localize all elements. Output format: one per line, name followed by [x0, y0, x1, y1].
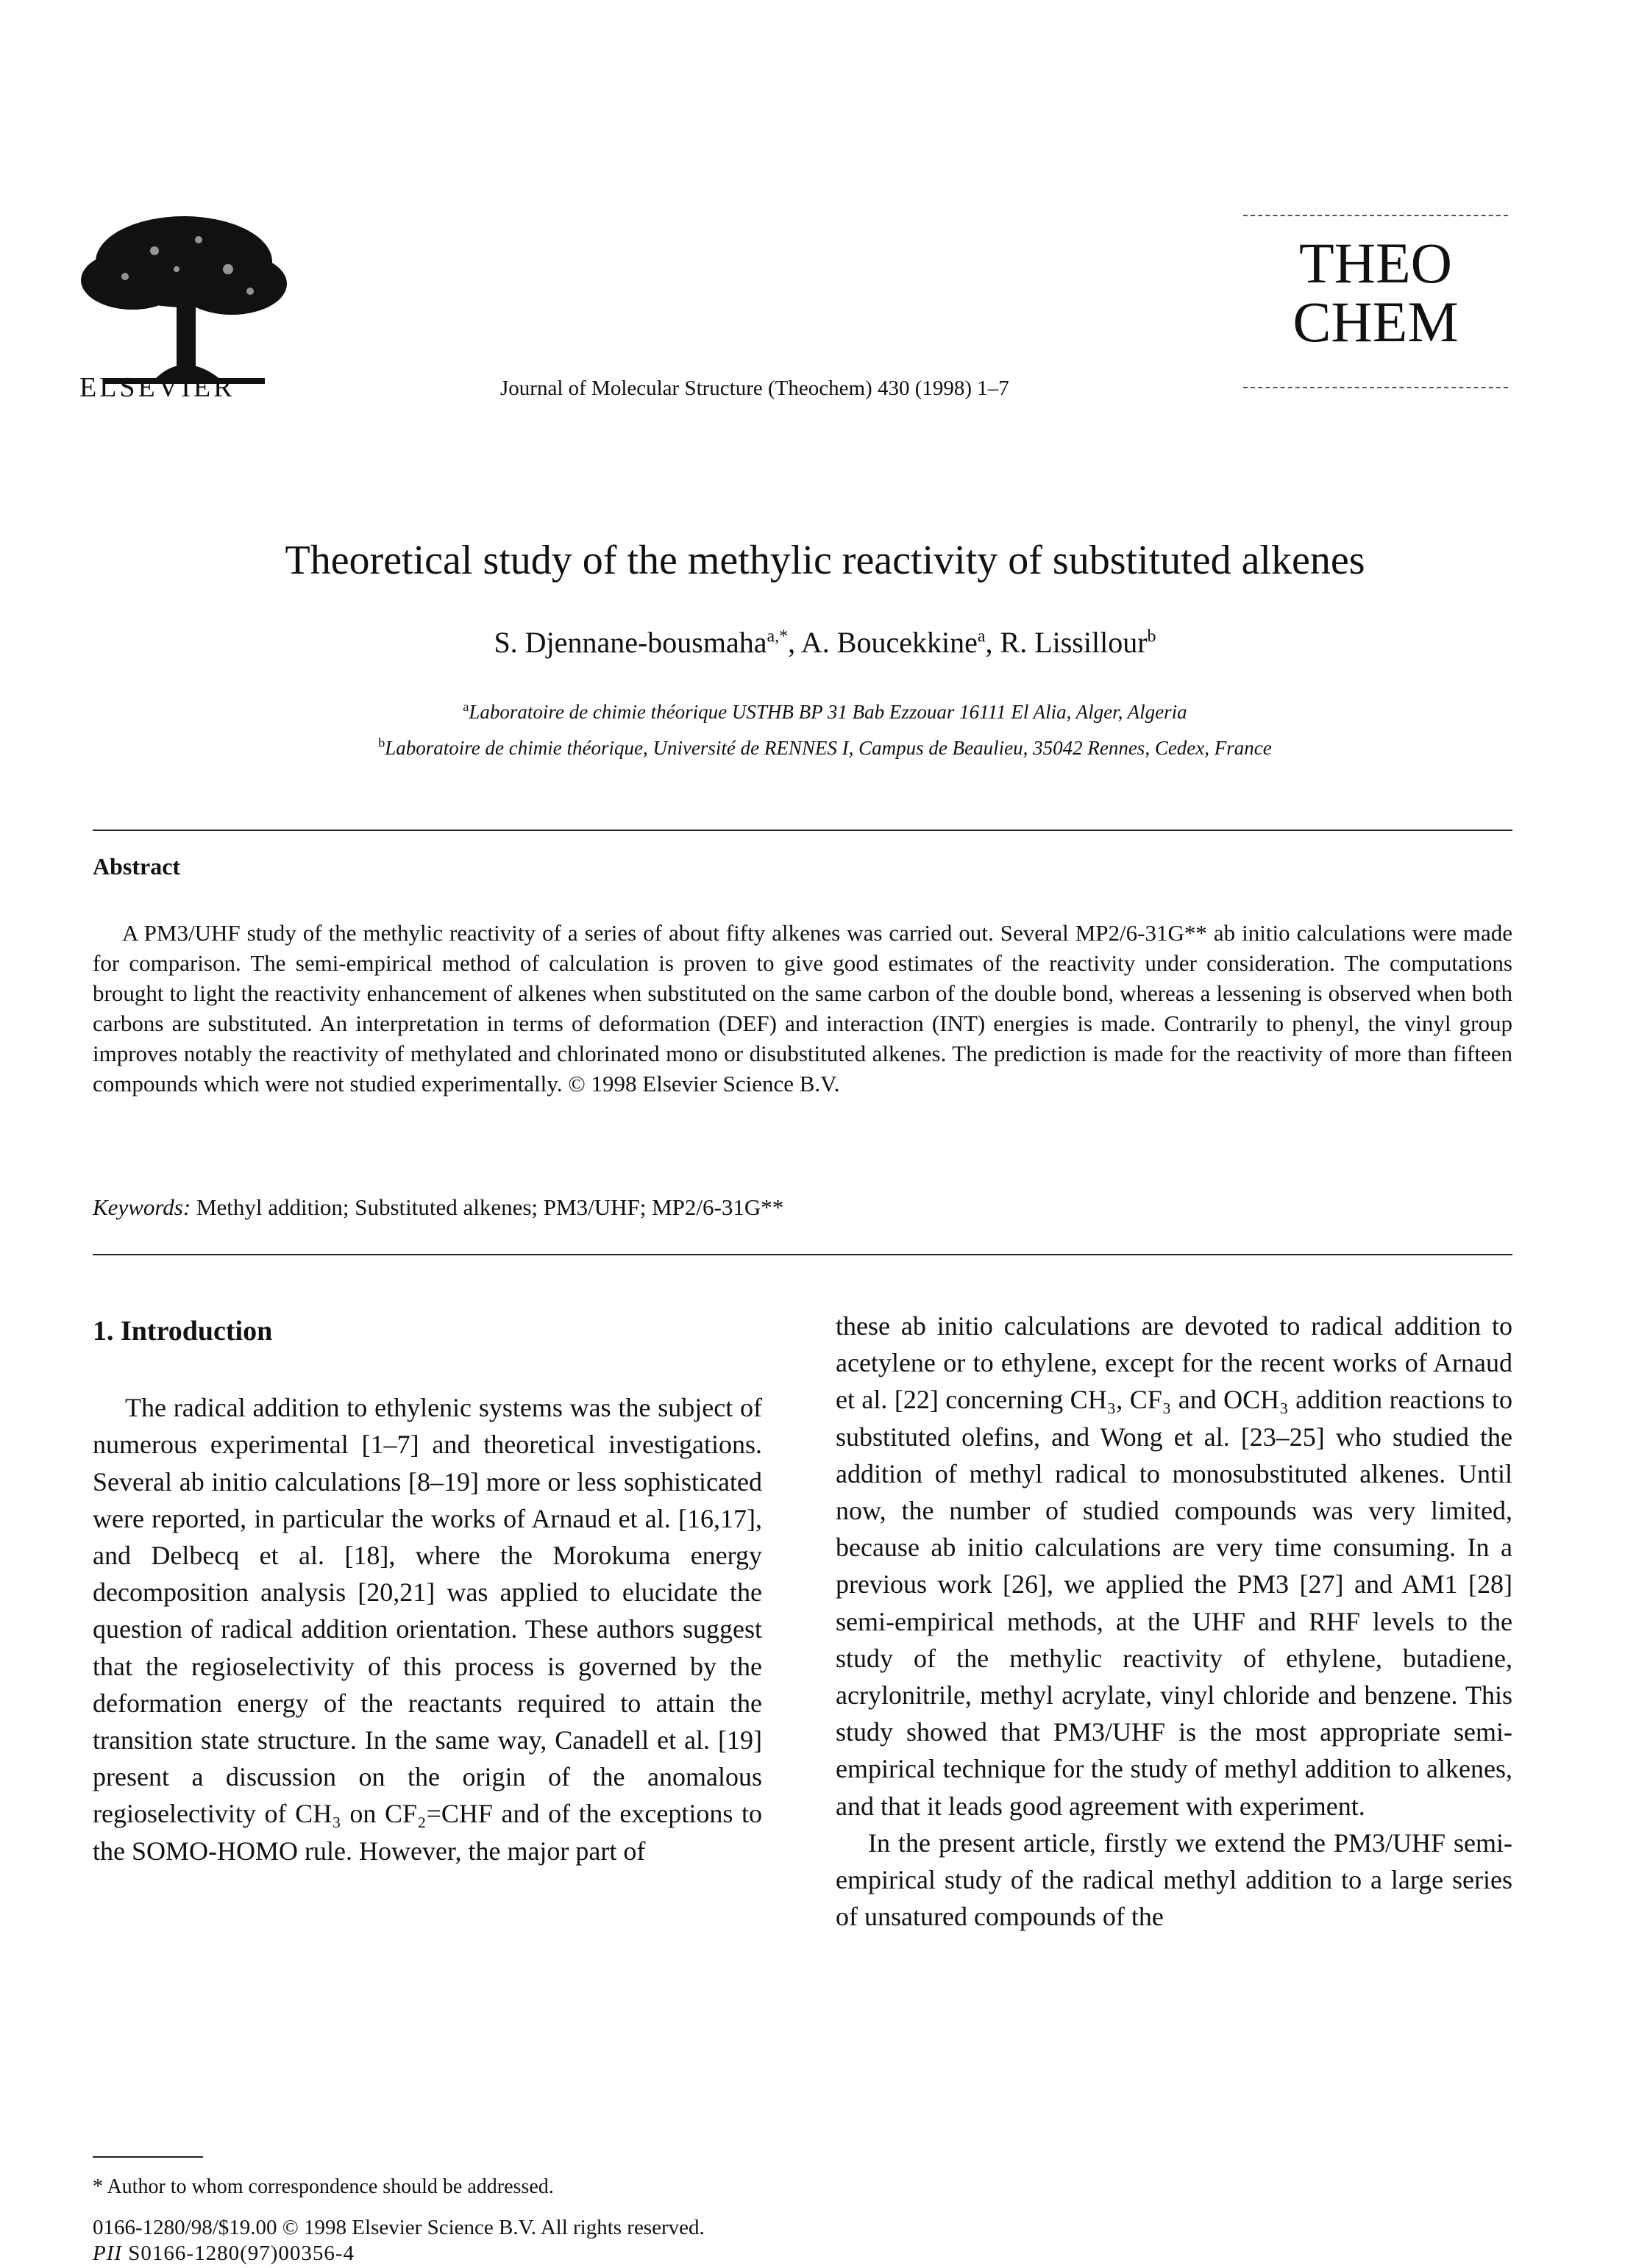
footnote: * Author to whom correspondence should be addressed. [93, 2175, 554, 2198]
abstract-top-rule [93, 830, 1512, 831]
author-marks: b [1147, 627, 1156, 646]
pii-label: PII [93, 2242, 123, 2265]
keywords [93, 1194, 1512, 1221]
abstract-heading: Abstract [93, 853, 181, 880]
left-column [93, 1313, 762, 1869]
abstract-text: A PM3/UHF study of the methylic reactivity of a series of about fifty alkenes was carried out. Several MP2/6-31G** ab initio calculations were made for comparison. The semi-empirical method of calculation is proven to give good estimates of the reactivity under consideration. The computations brought to light the reactivity enhancement of alkenes when substituted on the same carbon of the double bond, whereas a lessening is observed when both carbons are substituted. An interpretation in terms of deformation (DEF) and interaction (INT) energies is made. Contrarily to phenyl, the vinyl group improves notably the reactivity of methylated and chlorinated mono or disubstituted alkenes. The prediction is made for the reactivity of more than fifteen compounds which were not studied experimentally. © 1998 Elsevier Science B.V. [93, 920, 1512, 1096]
body-paragraph: these ab initio calculations are devoted to radical addition to acetylene or to ethylene, except for the recent works of Arnaud et al. [22] concerning CH₃, CF₃ and OCH₃ addition reactions to substituted olefins, and Wong et al. [23–25] who studied the addition of methyl radical to monosubstituted alkenes. Until now, the number of studied compounds was very limited, because ab initio calculations are very time consuming. In a previous work [26], we applied the PM3 [27] and AM1 [28] semi-empirical methods, at the UHF and RHF levels to the study of the methylic reactivity of ethylene, butadiene, acrylonitrile, methyl acrylate, vinyl chloride and benzene. This study showed that PM3/UHF is the most appropriate semi-empirical technique for the study of methyl addition to alkenes, and that it leads good agreement with experiment. [836, 1311, 1512, 1821]
abstract-bottom-rule [93, 1254, 1512, 1255]
footnote-rule [93, 2156, 203, 2158]
pii-code: S0166-1280(97)00356-4 [128, 2242, 355, 2265]
author-name: R. Lissillour [1000, 626, 1148, 659]
brand-bottom-rule [1243, 387, 1508, 388]
brand-line-2: CHEM [1292, 290, 1459, 354]
brand-top-rule [1243, 215, 1508, 216]
affiliation-a [88, 691, 1562, 727]
journal-reference: Journal of Molecular Structure (Theochem) 430 (1998) 1–7 [500, 377, 1009, 400]
affiliation-mark: b [378, 735, 385, 750]
author-name: A. Boucekkine [800, 626, 978, 659]
author-list: S. Djennane-bousmaha$^{a,*}$, A. Boucekkine$^a$, R. Lissillour$^b$ [494, 626, 1156, 659]
author-marks: a,* [767, 627, 789, 646]
copyright-line: 0166-1280/98/$19.00 © 1998 Elsevier Science B.V. All rights reserved. [93, 2216, 705, 2239]
section-heading: 1. Introduction [93, 1316, 273, 1347]
body-paragraph: In the present article, firstly we extend the PM3/UHF semi-empirical study of the radical methyl addition to a large series of unsatured compounds of the [836, 1827, 1512, 1932]
author-name: S. Djennane-bousmaha [494, 626, 767, 659]
journal-brand [1243, 231, 1508, 354]
body-paragraph: The radical addition to ethylenic systems was the subject of numerous experimental [1–7] and theoretical investigations. Several ab initio calculations [8–19] more or less sophisticated were reported, in particular the works of Arnaud et al. [16,17], and Delbecq et al. [18], where the Morokuma energy decomposition analysis [20,21] was applied to elucidate the question of radical addition orientation. These authors suggest that the regioselectivity of this process is governed by the deformation energy of the reactants required to attain the transition state structure. In the same way, Canadell et al. [19] present a discussion on the origin of the anomalous regioselectivity of CH₃ on CF₂=CHF and of the exceptions to the SOMO-HOMO rule. However, the major part of [93, 1393, 762, 1866]
publisher-name: ELSEVIER [79, 372, 235, 403]
right-column [836, 1308, 1512, 1935]
affiliation-mark: a [463, 699, 469, 714]
keywords-text: Methyl addition; Substituted alkenes; PM3/UHF; MP2/6-31G** [196, 1194, 784, 1220]
pii-line [93, 2242, 355, 2266]
affiliation-text: Laboratoire de chimie théorique, Université de RENNES I, Campus de Beaulieu, 35042 Rennes, Cedex, France [385, 737, 1272, 759]
brand-line-1: THEO [1299, 231, 1452, 295]
author-marks: a [977, 627, 986, 646]
affiliation-b [88, 727, 1562, 763]
affiliation-text: Laboratoire de chimie théorique USTHB BP 31 Bab Ezzouar 16111 El Alia, Alger, Algeria [469, 701, 1187, 723]
keywords-label: Keywords: [93, 1194, 191, 1220]
affiliations [88, 691, 1562, 763]
article-title: Theoretical study of the methylic reactivity of substituted alkenes [285, 538, 1365, 583]
